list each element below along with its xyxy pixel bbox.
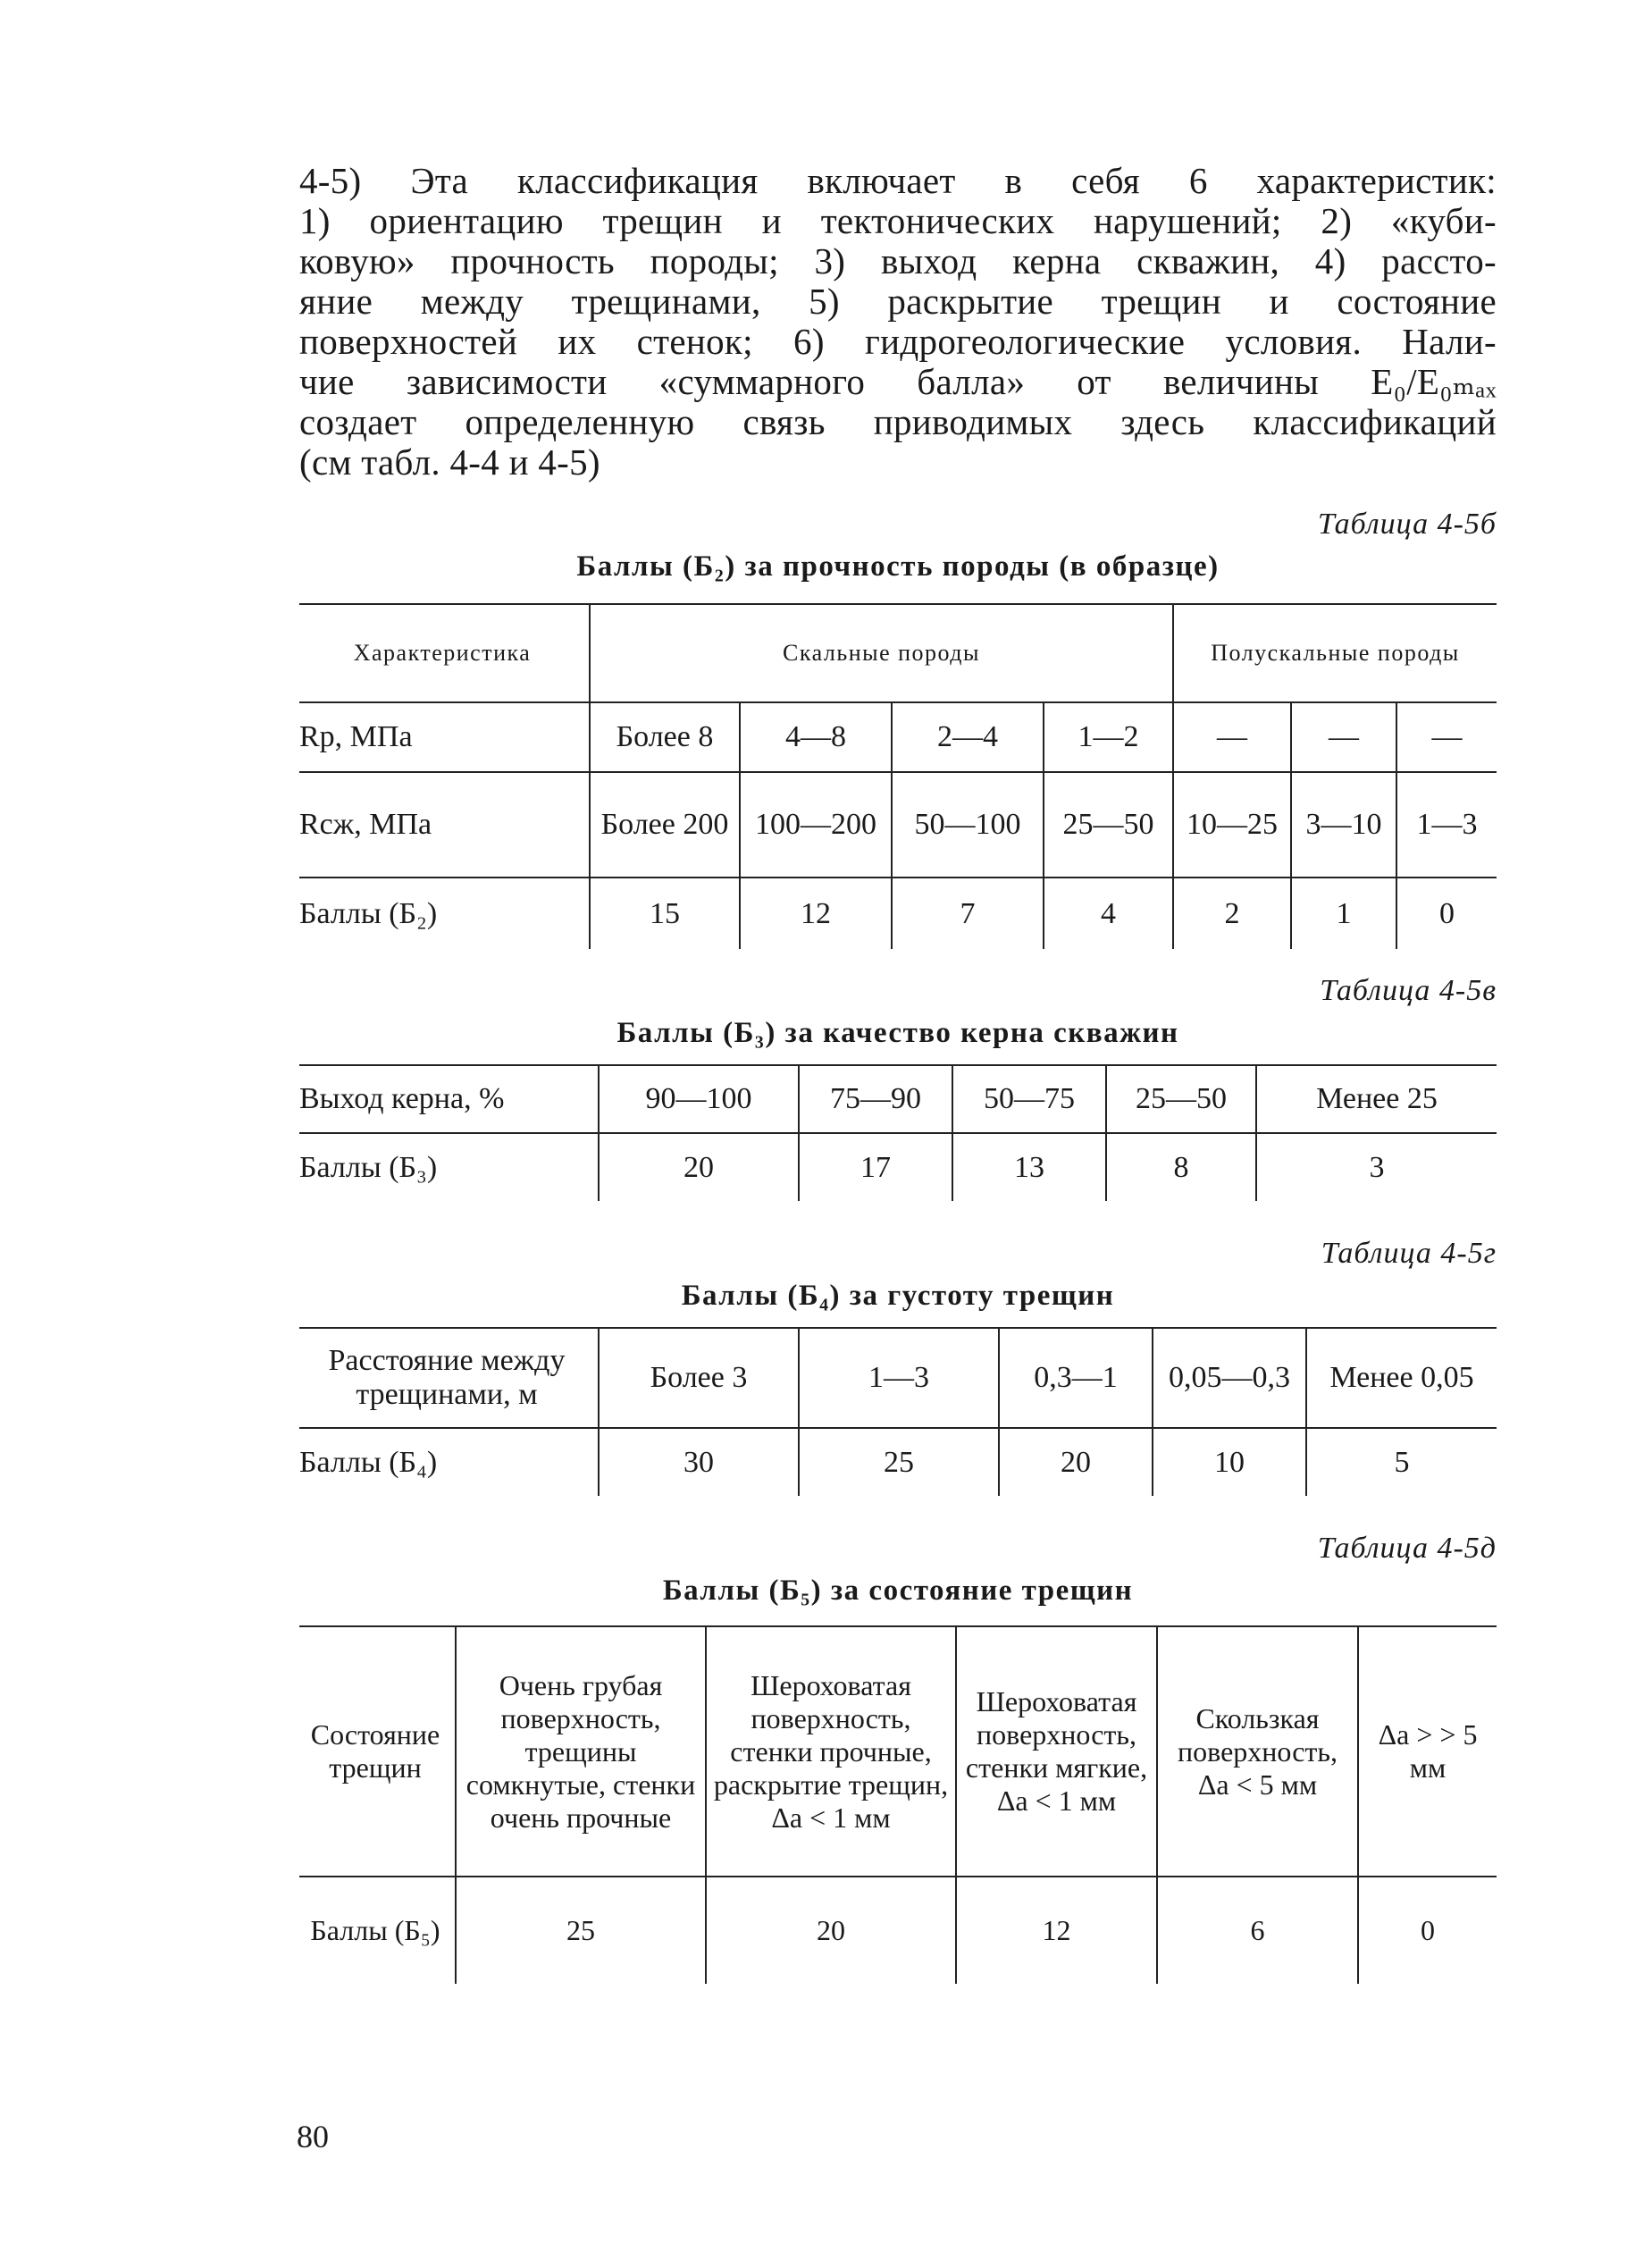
row-header: Баллы (Б₅) (310, 1914, 440, 1946)
paragraph-line: поверхностей их стенок; 6) гидрогеологические условия. Нали- (299, 321, 1497, 362)
table-cell: 25 (799, 1428, 999, 1496)
table-cell: 25 (456, 1877, 706, 1984)
table-cell: 3—10 (1291, 772, 1396, 878)
table-cell: 0 (1396, 878, 1497, 949)
table-cell: Более 200 (590, 772, 740, 878)
table-cell: 1—3 (799, 1328, 999, 1428)
table-cell: 100—200 (740, 772, 892, 878)
table-row (299, 1877, 1497, 1984)
table-row (299, 1133, 1497, 1201)
intro-paragraph (299, 161, 1497, 483)
table-cell: Менее 25 (1256, 1065, 1497, 1133)
table-cell: 1—2 (1044, 702, 1173, 772)
table-cell: Более 3 (599, 1328, 799, 1428)
header-semirock: Полускальные породы (1173, 604, 1497, 702)
table-title: Баллы (Б₅) за состояние трещин (662, 1575, 1134, 1607)
table-label: Таблица 4-5д (1317, 1532, 1497, 1565)
table-cell: 5 (1306, 1428, 1497, 1496)
table-cell: 20 (706, 1877, 956, 1984)
table-label: Таблица 4-5в (1320, 974, 1497, 1007)
row-header: Баллы (Б₄) (299, 1445, 438, 1479)
table-4-5b (299, 603, 1497, 949)
table-cell: 12 (740, 878, 892, 949)
header-characteristic: Характеристика (299, 604, 590, 702)
table-cell: 3 (1256, 1133, 1497, 1201)
table-cell: 20 (599, 1133, 799, 1201)
table-cell: 0,3—1 (999, 1328, 1153, 1428)
paragraph-line: чие зависимости «суммарного балла» от величины E₀/E₀ₘₐₓ (299, 361, 1497, 402)
table-cell: 17 (799, 1133, 952, 1201)
table-4-5g (299, 1327, 1497, 1496)
table-cell: Шероховатая поверхность, стенки прочные, раскрытие трещин, Δa < 1 мм (706, 1626, 956, 1877)
table-cell: Более 8 (590, 702, 740, 772)
table-title: Баллы (Б₃) за качество керна скважин (616, 1017, 1179, 1049)
table-cell: Очень грубая поверхность, трещины сомкнутые, стенки очень прочные (456, 1626, 706, 1877)
table-cell: 10 (1153, 1428, 1306, 1496)
table-row (299, 1065, 1497, 1133)
table-title: Баллы (Б₂) за прочность породы (в образце) (576, 550, 1220, 583)
table-row (299, 1328, 1497, 1428)
page-content (299, 161, 1497, 1984)
table-cell: 0,05—0,3 (1153, 1328, 1306, 1428)
table-4-5v (299, 1064, 1497, 1201)
table-cell: 15 (590, 878, 740, 949)
table-cell: 50—75 (952, 1065, 1106, 1133)
table-cell: — (1396, 702, 1497, 772)
table-row (299, 772, 1497, 878)
table-cell: 25—50 (1044, 772, 1173, 878)
table-cell: 12 (956, 1877, 1157, 1984)
table-cell: 50—100 (892, 772, 1044, 878)
table-title: Баллы (Б₄) за густоту трещин (681, 1280, 1115, 1312)
row-header: Rр, МПа (299, 702, 590, 772)
table-row (299, 878, 1497, 949)
table-cell: 75—90 (799, 1065, 952, 1133)
table-4-5d (299, 1625, 1497, 1984)
table-cell: — (1291, 702, 1396, 772)
table-cell: 7 (892, 878, 1044, 949)
row-header: Rсж, МПа (299, 772, 590, 878)
table-cell: 4—8 (740, 702, 892, 772)
table-cell: 20 (999, 1428, 1153, 1496)
table-row (299, 1626, 1497, 1877)
table-cell: 6 (1157, 1877, 1358, 1984)
row-header: Баллы (Б₃) (299, 1150, 438, 1184)
table-cell: 1 (1291, 878, 1396, 949)
table-cell: 4 (1044, 878, 1173, 949)
table-cell: 25—50 (1106, 1065, 1256, 1133)
row-header: Выход керна, % (299, 1065, 599, 1133)
table-cell: Δa > > 5 мм (1358, 1626, 1497, 1877)
table-cell: 2 (1173, 878, 1291, 949)
header-rock: Скальные породы (590, 604, 1173, 702)
table-row (299, 1428, 1497, 1496)
table-label: Таблица 4-5б (1317, 508, 1497, 541)
table-label: Таблица 4-5г (1321, 1237, 1497, 1270)
paragraph-line: яние между трещинами, 5) раскрытие трещин и состояние (299, 281, 1497, 322)
page-number: 80 (297, 2119, 329, 2154)
table-cell: Скользкая поверхность, Δa < 5 мм (1157, 1626, 1358, 1877)
table-cell: 8 (1106, 1133, 1256, 1201)
table-cell: 90—100 (599, 1065, 799, 1133)
table-cell: 1—3 (1396, 772, 1497, 878)
table-cell: 30 (599, 1428, 799, 1496)
table-cell: — (1173, 702, 1291, 772)
paragraph-line: 4-5) Эта классификация включает в себя 6 характеристик: (299, 160, 1497, 201)
table-cell: Менее 0,05 (1306, 1328, 1497, 1428)
row-header: Баллы (Б₂) (299, 896, 438, 930)
paragraph-line: создает определенную связь приводимых здесь классификаций (299, 401, 1497, 442)
table-cell: 10—25 (1173, 772, 1291, 878)
row-header: Состояние трещин (299, 1626, 456, 1877)
table-cell: 0 (1358, 1877, 1497, 1984)
table-cell: 13 (952, 1133, 1106, 1201)
row-header: Расстояние между трещинами, м (299, 1328, 599, 1428)
table-cell: 2—4 (892, 702, 1044, 772)
table-cell: Шероховатая поверхность, стенки мягкие, Δa < 1 мм (956, 1626, 1157, 1877)
paragraph-line: 1) ориентацию трещин и тектонических нарушений; 2) «куби- (299, 200, 1497, 241)
table-row (299, 702, 1497, 772)
paragraph-line: (см табл. 4-4 и 4-5) (299, 441, 600, 483)
paragraph-line: ковую» прочность породы; 3) выход керна скважин, 4) рассто- (299, 240, 1497, 281)
